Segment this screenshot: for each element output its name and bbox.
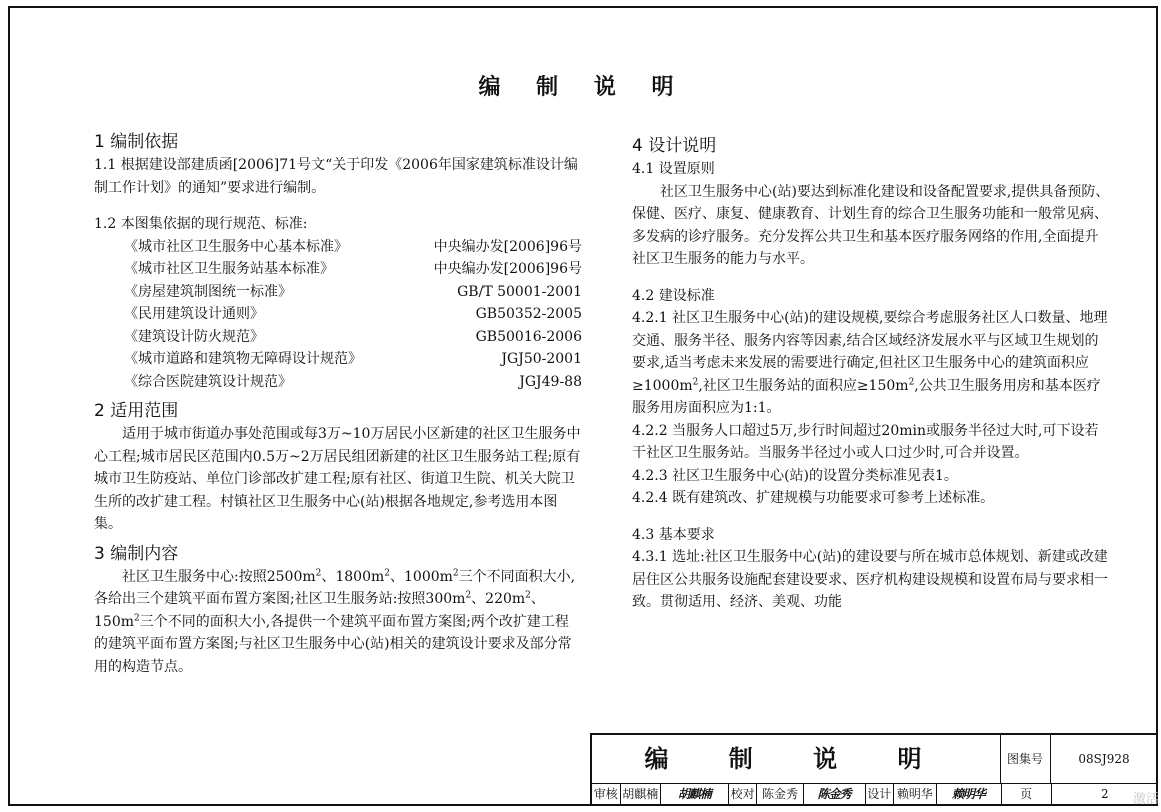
section-4-3-title: 4.3 基本要求 — [632, 526, 715, 543]
reference-name: 《城市社区卫生服务站基本标准》 — [124, 261, 334, 277]
title-block-top-row — [592, 735, 1158, 784]
page-label: 页 — [1002, 783, 1052, 806]
reference-name: 《城市道路和建筑物无障碍设计规范》 — [124, 351, 362, 367]
section-4-2-2-text: 4.2.2 当服务人口超过5万,步行时间超过20min或服务半径过大时,可下设若干社区卫生服务站。当服务半径过小或人口过少时,可合并设置。 — [632, 422, 1099, 461]
reference-code: JGJ49-88 — [519, 373, 582, 390]
drawing-sheet — [8, 6, 1158, 806]
section-1-1-text: 1.1 根据建设部建质函[2006]71号文“关于印发《2006年国家建筑标准设计编制工作计划》的通知”要求进行编制。 — [94, 157, 578, 196]
reference-row — [94, 258, 582, 281]
title-block-sign-row — [592, 783, 1158, 806]
reference-row — [94, 281, 582, 304]
reference-row — [94, 236, 582, 259]
reference-name: 《民用建筑设计通则》 — [124, 306, 264, 322]
section-4-2-1-text: 4.2.1 社区卫生服务中心(站)的建设规模,要综合考虑服务社区人口数量、地理交通、服务半径、服务内容等因素,结合区域经济发展水平与区域卫生规划的要求,适当考虑未来发展的需要进行确定,但社区卫生服务中心的建筑面积应$\ge 1000m^2$,社区卫生服务站的面积应$\ge 150m^2$,公共卫生服务用房和基本医疗服务用房面积应为1:1。 — [632, 310, 1108, 416]
reviewer-name: 胡麒楠 — [621, 783, 661, 806]
section-3-title: 3 编制内容 — [94, 543, 179, 564]
reference-row — [94, 348, 582, 371]
reference-name: 《房屋建筑制图统一标准》 — [124, 283, 292, 300]
section-1-2-text: 1.2 本图集依据的现行规范、标准: — [94, 216, 308, 232]
checker-signature: 陈金秀 — [804, 783, 866, 806]
designer-signature: 赖明华 — [937, 783, 1002, 806]
section-4-2-title: 4.2 建设标准 — [632, 287, 715, 304]
atlas-number: 08SJ928 — [1078, 752, 1130, 766]
design-label: 设计 — [866, 783, 895, 806]
atlas-number-label: 图集号 — [1000, 735, 1051, 783]
reference-row — [94, 371, 582, 394]
reference-name: 《城市社区卫生服务中心基本标准》 — [124, 238, 348, 255]
section-4-2-4-text: 4.2.4 既有建筑改、扩建规模与功能要求可参考上述标准。 — [632, 490, 995, 506]
reference-code: GB50016-2006 — [475, 328, 582, 345]
reviewer-signature: 胡麒楠 — [661, 783, 729, 806]
check-label: 校对 — [729, 783, 758, 806]
section-2-title: 2 适用范围 — [94, 401, 179, 421]
title-block-title: 编 制 说 明 — [592, 735, 1001, 783]
page-number: 2 — [1101, 787, 1109, 801]
page-title: 编 制 说 明 — [478, 75, 688, 100]
title-block — [590, 733, 1158, 806]
reference-code: GB/T 50001-2001 — [457, 283, 582, 300]
section-4-2-3-text: 4.2.3 社区卫生服务中心(站)的设置分类标准见表1。 — [632, 467, 958, 484]
checker-name: 陈金秀 — [757, 783, 803, 806]
review-label: 审核 — [592, 783, 621, 806]
reference-row — [94, 326, 582, 349]
section-1-title: 1 编制依据 — [94, 132, 179, 152]
section-4-3-1-text: 4.3.1 选址:社区卫生服务中心(站)的建设要与所在城市总体规划、新建或改建居住区公共服务设施配套建设要求、医疗机构建设规模和设置布局与要求相一致。贯彻适用、经济、美观、功能 — [632, 549, 1108, 610]
right-column — [632, 134, 1110, 614]
reference-list — [94, 236, 582, 394]
section-4-1-title: 4.1 设置原则 — [632, 161, 715, 177]
reference-code: 中央编办发[2006]96号 — [433, 238, 582, 255]
reference-code: 中央编办发[2006]96号 — [433, 261, 582, 277]
reference-code: GB50352-2005 — [475, 306, 582, 322]
watermark-text: 激活 — [1132, 792, 1159, 807]
reference-name: 《建筑设计防火规范》 — [124, 328, 264, 345]
section-4-1-text: 社区卫生服务中心(站)要达到标准化建设和设备配置要求,提供具备预防、保健、医疗、康复、健康教育、计划生育的综合卫生服务功能和一般常见病、多发病的诊疗服务。充分发挥公共卫生和基本医疗服务网络的作用,全面提升社区卫生服务的能力与水平。 — [632, 183, 1110, 267]
reference-name: 《综合医院建筑设计规范》 — [124, 373, 292, 390]
section-3-text: 社区卫生服务中心:按照$2500m^2$、$1800m^2$、$1000m^2$三个不同面积大小,各给出三个建筑平面布置方案图;社区卫生服务站:按照$300m^2$、$220m^2$、$150m^2$三个不同的面积大小,各提供一个建筑平面布置方案图;两个改扩建工程的建筑平面布置方案图;与社区卫生服务中心(站)相关的建筑设计要求及部分常用的构造节点。 — [94, 567, 576, 675]
designer-name: 赖明华 — [894, 783, 936, 806]
left-column — [94, 130, 582, 678]
reference-row — [94, 303, 582, 326]
section-2-text: 适用于城市街道办事处范围或每3万~10万居民小区新建的社区卫生服务中心工程;城市居民区范围内0.5万~2万居民组团新建的社区卫生服务站工程;原有城市卫生防疫站、单位门诊部改扩建工程;原有社区、街道卫生院、机关大院卫生所的改扩建工程。村镇社区卫生服务中心(站)根据各地规定,参考选用本图集。 — [94, 426, 581, 532]
section-4-title: 4 设计说明 — [632, 136, 717, 156]
reference-code: JGJ50-2001 — [501, 351, 582, 367]
